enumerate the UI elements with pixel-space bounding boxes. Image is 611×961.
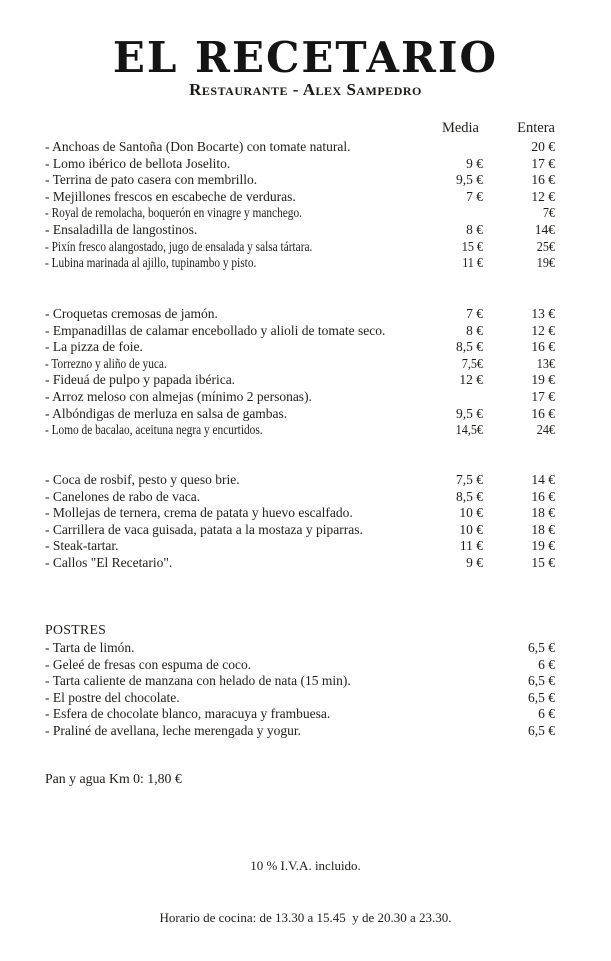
dish-name: - Terrina de pato casera con membrillo.	[45, 172, 258, 188]
price-media	[421, 139, 483, 156]
restaurant-subtitle: Restaurante - Alex Sampedro	[189, 80, 422, 99]
dessert-row	[45, 690, 555, 707]
dish-name: - Lomo de bacalao, aceituna negra y encurtidos.	[45, 422, 263, 438]
price-entera: 16 €	[531, 172, 555, 188]
dish-name: - Lubina marinada al ajillo, tupinambo y pisto.	[45, 255, 257, 271]
menu-item-row	[45, 205, 555, 222]
menu-item-row	[45, 356, 555, 373]
price-media: 8,5 €	[456, 339, 483, 355]
price-media: 8,5 €	[456, 488, 483, 504]
price-entera: 19€	[536, 255, 555, 271]
price-entera: 19 €	[531, 538, 555, 554]
dessert-row	[45, 723, 555, 740]
price-media: 7,5€	[461, 355, 483, 371]
dessert-price: 6,5 €	[528, 722, 555, 738]
price-entera: 20 €	[531, 139, 555, 154]
dish-name: - La pizza de foie.	[45, 339, 143, 355]
restaurant-title: EL RECETARIO	[112, 33, 499, 82]
dessert-name: - El postre del chocolate.	[45, 689, 180, 705]
price-entera: 16 €	[531, 488, 555, 504]
price-media: 9,5 €	[456, 405, 483, 421]
price-entera: 19 €	[531, 372, 555, 388]
menu-item-row	[45, 489, 555, 506]
menu-item-row	[45, 422, 555, 439]
price-entera: 12 €	[531, 322, 555, 338]
kitchen-hours-note: Horario de cocina: de 13.30 a 15.45 y de 20.30 a 23.30.	[159, 910, 452, 926]
price-media: 12 €	[459, 372, 483, 388]
dessert-name: - Geleé de fresas con espuma de coco.	[45, 656, 252, 672]
price-media: 11 €	[459, 538, 483, 554]
column-header-media: Media	[441, 120, 479, 136]
price-entera: 18 €	[531, 521, 555, 537]
menu-item-row	[45, 372, 555, 389]
menu-section-mains-2	[45, 472, 555, 572]
footer-notes	[0, 823, 611, 961]
menu-item-row	[45, 522, 555, 539]
price-entera: 24€	[536, 422, 555, 438]
menu-section-postres	[45, 640, 555, 740]
price-entera: 14€	[534, 221, 555, 237]
price-entera: 13€	[536, 355, 555, 371]
price-media: 9,5 €	[456, 172, 483, 188]
price-entera: 18 €	[531, 505, 555, 521]
dessert-row	[45, 640, 555, 657]
dish-name: - Canelones de rabo de vaca.	[45, 488, 201, 504]
menu-item-row	[45, 555, 555, 572]
dish-name: - Ensaladilla de langostinos.	[45, 221, 198, 237]
dish-name: - Callos "El Recetario".	[45, 554, 173, 570]
postres-heading: POSTRES	[45, 622, 107, 637]
dish-name: - Pixín fresco alangostado, jugo de ensalada y salsa tártara.	[45, 238, 313, 254]
menu-item-row	[45, 172, 555, 189]
dessert-row	[45, 673, 555, 690]
menu-item-row	[45, 239, 555, 256]
menu-item-row	[45, 389, 555, 406]
dish-name: - Albóndigas de merluza en salsa de gambas.	[45, 405, 288, 421]
price-entera: 14 €	[531, 472, 555, 487]
dish-name: - Coca de rosbif, pesto y queso brie.	[45, 472, 240, 487]
dessert-name: - Praliné de avellana, leche merengada y yogur.	[45, 722, 302, 738]
menu-section-mains-1	[45, 306, 555, 439]
price-media: 8 €	[466, 221, 483, 237]
columns-header-spacer	[45, 120, 417, 137]
price-entera: 7€	[542, 205, 555, 221]
dish-name: - Lomo ibérico de bellota Joselito.	[45, 155, 231, 171]
price-entera: 16 €	[531, 405, 555, 421]
menu-item-row	[45, 189, 555, 206]
price-media	[427, 205, 483, 222]
menu-item-row	[45, 538, 555, 555]
menu-section-starters	[45, 139, 555, 272]
dish-name: - Empanadillas de calamar encebollado y alioli de tomate seco.	[45, 322, 386, 338]
price-media: 10 €	[459, 505, 483, 521]
price-entera: 15 €	[531, 554, 555, 570]
menu-item-row	[45, 406, 555, 423]
price-entera: 12 €	[531, 188, 555, 204]
price-columns-header	[45, 120, 555, 137]
dish-name: - Mollejas de ternera, crema de patata y huevo escalfado.	[45, 505, 353, 521]
menu-item-row	[45, 255, 555, 272]
dish-name: - Royal de remolacha, boquerón en vinagre y manchego.	[45, 205, 302, 221]
price-media	[421, 389, 483, 406]
dessert-name: - Tarta caliente de manzana con helado de nata (15 min).	[45, 673, 351, 689]
column-header-entera: Entera	[517, 120, 555, 136]
price-media: 8 €	[466, 322, 483, 338]
price-entera: 25€	[536, 238, 555, 254]
dessert-price: 6,5 €	[528, 673, 555, 689]
price-entera: 16 €	[531, 339, 555, 355]
dish-name: - Arroz meloso con almejas (mínimo 2 personas).	[45, 388, 312, 404]
dessert-price: 6 €	[538, 706, 555, 722]
price-entera: 13 €	[531, 306, 555, 321]
dessert-row	[45, 706, 555, 723]
price-entera: 17 €	[531, 388, 555, 404]
dish-name: - Torrezno y aliño de yuca.	[45, 355, 167, 371]
dish-name: - Steak-tartar.	[45, 538, 119, 554]
price-media: 15 €	[461, 238, 483, 254]
menu-item-row	[45, 156, 555, 173]
dessert-price: 6,5 €	[528, 689, 555, 705]
price-entera: 17 €	[531, 155, 555, 171]
price-media: 9 €	[466, 155, 483, 171]
menu-item-row	[45, 472, 555, 489]
dessert-name: - Tarta de limón.	[45, 640, 135, 655]
price-media: 7 €	[466, 188, 483, 204]
price-media: 7 €	[466, 306, 483, 321]
dish-name: - Carrillera de vaca guisada, patata a la mostaza y piparras.	[45, 521, 363, 537]
dessert-price: 6,5 €	[528, 640, 555, 655]
menu-item-row	[45, 339, 555, 356]
price-media: 11 €	[462, 255, 483, 271]
menu-item-row	[45, 139, 555, 156]
dish-name: - Fideuá de pulpo y papada ibérica.	[45, 372, 236, 388]
menu-item-row	[45, 323, 555, 340]
menu-item-row	[45, 505, 555, 522]
dish-name: - Mejillones frescos en escabeche de verduras.	[45, 188, 296, 204]
bread-water-note: Pan y agua Km 0: 1,80 €	[45, 771, 182, 786]
price-media: 14,5€	[455, 422, 483, 438]
dessert-row	[45, 657, 555, 674]
price-media: 7,5 €	[456, 472, 483, 487]
dessert-name: - Esfera de chocolate blanco, maracuya y frambuesa.	[45, 706, 331, 722]
dessert-price: 6 €	[538, 656, 555, 672]
menu-item-row	[45, 306, 555, 323]
dish-name: - Croquetas cremosas de jamón.	[45, 306, 218, 321]
dish-name: - Anchoas de Santoña (Don Bocarte) con tomate natural.	[45, 139, 351, 154]
price-media: 9 €	[466, 554, 483, 570]
iva-note: 10 % I.V.A. incluido.	[250, 858, 361, 874]
menu-item-row	[45, 222, 555, 239]
price-media: 10 €	[459, 521, 483, 537]
